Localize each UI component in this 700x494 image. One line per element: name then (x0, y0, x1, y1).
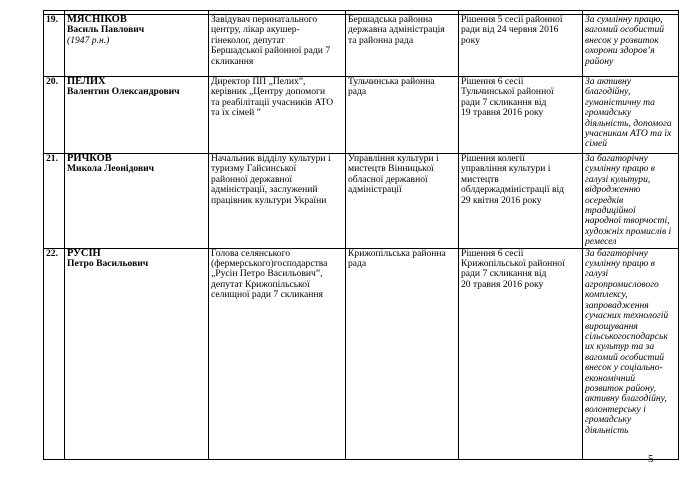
reason-line: агропромислового (585, 278, 659, 290)
table-row (44, 15, 679, 77)
reason-cell (583, 154, 679, 249)
org-line: Управління культури і (348, 153, 439, 164)
reason-line: благодійну, (585, 86, 631, 98)
position-line: туризму Гайсинської (211, 163, 297, 175)
table-row (44, 248, 679, 459)
reason-line: сільськогосподарськ (585, 330, 668, 342)
person-given-name: Валентин Олександрович (67, 86, 180, 98)
position-cell (209, 77, 346, 154)
table-row (44, 154, 679, 249)
position-cell (209, 248, 346, 459)
decision-cell (459, 248, 583, 459)
org-line: рада (348, 258, 367, 270)
position-cell (209, 154, 346, 249)
position-line: адміністрації, заслужений (211, 184, 318, 196)
decision-line: облдержадміністрації від (461, 184, 565, 196)
decision-line: Рішення 5 сесії районної (461, 14, 563, 25)
page-number: 5 (648, 453, 654, 465)
reason-line: галузі культури, (585, 173, 651, 185)
reason-line: комплексу, (585, 289, 628, 301)
name-cell (65, 154, 209, 249)
reason-line: гуманістичну та (585, 96, 655, 108)
reason-line: громадську (585, 107, 632, 119)
row-number: 20. (44, 77, 65, 154)
decision-line: мистецтв (461, 173, 499, 185)
reason-line: сучасних технологій (585, 310, 669, 322)
position-line: районної державної (211, 173, 293, 185)
position-cell (209, 15, 346, 77)
decision-line: Крижопільської районної (461, 258, 565, 270)
reason-cell (583, 77, 679, 154)
name-cell (65, 248, 209, 459)
person-surname: ПЕЛИХ (67, 76, 106, 87)
decision-line: 29 квітня 2016 року (461, 194, 542, 206)
organization-cell (346, 154, 459, 249)
decision-line: Тульчинської районної (461, 86, 554, 98)
reason-line: их культур та за (585, 341, 655, 353)
name-cell (65, 77, 209, 154)
decision-cell (459, 77, 583, 154)
position-line: центру, лікар акушер- (211, 24, 300, 36)
org-line: адміністрації (348, 184, 402, 196)
table-row (44, 77, 679, 154)
org-line: Крижопільська районна (348, 247, 446, 259)
org-line: обласної державної (348, 173, 428, 185)
position-line: депутат Крижопільської (211, 278, 310, 290)
decision-line: ради 7 скликання від (461, 96, 547, 108)
reason-cell (583, 248, 679, 459)
reason-line: осередків (585, 194, 624, 206)
reason-line: вагомий особистий (585, 24, 665, 36)
reason-line: За сумлінну працю, (585, 14, 663, 25)
org-line: державна адміністрація (348, 24, 445, 36)
birth-year: (1947 р.н.) (67, 34, 110, 46)
position-line: та їх сімей ” (211, 107, 261, 119)
reason-line: відродженню (585, 184, 641, 196)
reason-line: сумлінну працю в (585, 163, 655, 175)
decision-line: року (461, 34, 480, 46)
reason-line: запровадження (585, 299, 649, 311)
awards-table (43, 10, 679, 460)
position-line: Бершадської районної ради 7 (211, 45, 331, 57)
position-line: керівник „Центру допомоги (211, 86, 326, 98)
reason-line: громадську (585, 414, 632, 426)
decision-line: ради 7 скликання від (461, 268, 547, 280)
decision-cell (459, 15, 583, 77)
position-line: „Русін Петро Васильович”, (211, 268, 323, 280)
position-line: гінеколог, депутат (211, 34, 285, 46)
reason-line: району (585, 55, 614, 67)
row-number: 19. (44, 15, 65, 77)
decision-cell (459, 154, 583, 249)
reason-line: активну благодійну, (585, 393, 667, 405)
reason-line: вирощування (585, 320, 638, 332)
organization-cell (346, 248, 459, 459)
reason-line: діяльність, допомога (585, 117, 672, 129)
org-line: рада (348, 86, 367, 98)
reason-line: За багаторічну (585, 247, 648, 259)
reason-line: внесок у розвиток (585, 34, 659, 46)
person-surname: МЯСНІКОВ (67, 14, 127, 25)
org-line: мистецтв Вінницької (348, 163, 434, 175)
reason-line: вагомий особистий (585, 351, 665, 363)
person-given-name: Микола Леонідович (67, 163, 155, 175)
decision-line: Рішення колегії (461, 153, 525, 164)
reason-line: За багаторічну (585, 153, 648, 164)
org-line: Тульчинська районна (348, 76, 435, 87)
position-line: Завідувач перинатального (211, 14, 318, 25)
reason-line: сумлінну працю в (585, 258, 655, 270)
position-line: працівник культури України (211, 194, 327, 206)
decision-line: ради від 24 червня 2016 (461, 24, 559, 36)
reason-line: розвиток району, (585, 382, 656, 394)
reason-cell (583, 15, 679, 77)
person-surname: РУСІН (67, 247, 101, 259)
position-line: селищної ради 7 скликання (211, 289, 323, 301)
reason-line: традиційної (585, 205, 636, 217)
reason-line: народної творчості, (585, 215, 670, 227)
position-line: Голова селянського (211, 247, 291, 259)
decision-line: Рішення 6 сесії (461, 76, 524, 87)
person-given-name: Петро Васильович (67, 258, 149, 270)
reason-line: За активну (585, 76, 632, 87)
reason-line: художніх промислів і (585, 225, 672, 237)
decision-line: 19 травня 2016 року (461, 107, 544, 119)
reason-line: ремесел (585, 236, 617, 248)
person-given-name: Василь Павлович (67, 24, 145, 36)
row-number: 22. (44, 248, 65, 459)
reason-line: сімей (585, 138, 608, 150)
reason-line: галузі (585, 268, 609, 280)
position-line: Начальник відділу культури і (211, 153, 331, 164)
row-number: 21. (44, 154, 65, 249)
reason-line: учасникам АТО та їх (585, 128, 672, 140)
organization-cell (346, 77, 459, 154)
decision-line: Рішення 6 сесії (461, 247, 524, 259)
organization-cell (346, 15, 459, 77)
position-line: Директор ПП „Пелих”, (211, 76, 306, 87)
reason-line: економічний (585, 372, 636, 384)
position-line: скликання (211, 55, 254, 67)
name-cell (65, 15, 209, 77)
decision-line: управління культури і (461, 163, 551, 175)
org-line: Бершадська районна (348, 14, 433, 25)
decision-line: 20 травня 2016 року (461, 278, 544, 290)
position-line: та реабілітації учасників АТО (211, 96, 334, 108)
person-surname: РИЧКОВ (67, 153, 112, 164)
reason-line: діяльність (585, 424, 629, 436)
reason-line: волонтерську і (585, 403, 646, 415)
reason-line: охорони здоров’я (585, 45, 655, 57)
position-line: (фермерського)господарства (211, 258, 328, 270)
reason-line: внесок у соціально- (585, 362, 663, 374)
org-line: та районна рада (348, 34, 414, 46)
